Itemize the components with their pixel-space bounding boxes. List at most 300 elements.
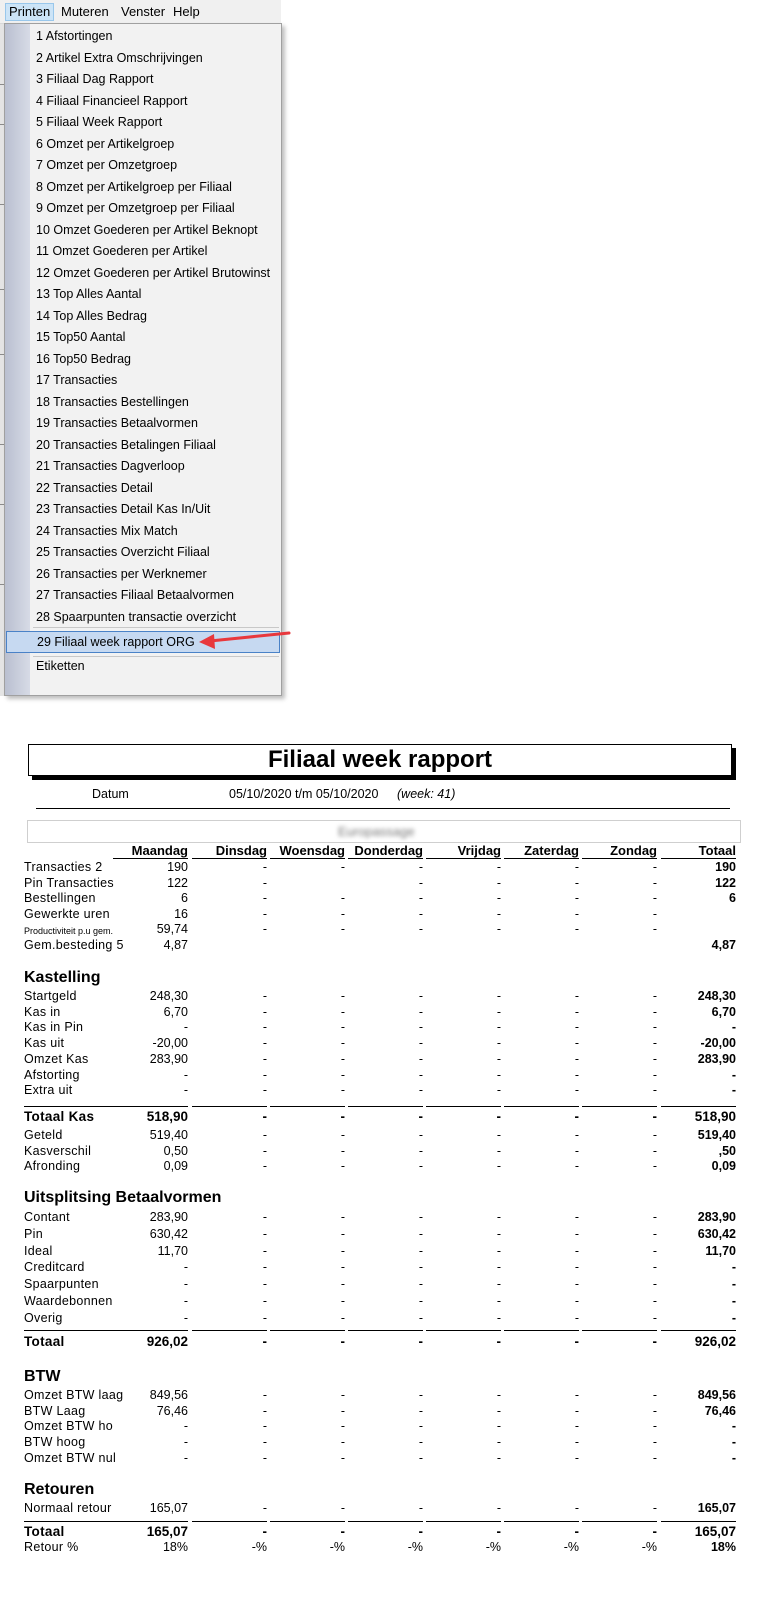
data-row: [0, 1083, 771, 1099]
day-value: -: [496, 1109, 501, 1124]
menu-item[interactable]: 8 Omzet per Artikelgroep per Filiaal: [36, 179, 232, 194]
day-value: -: [652, 1020, 657, 1035]
day-value: -: [418, 1143, 423, 1158]
column-underline: [270, 858, 345, 859]
day-value: 18%: [162, 1540, 188, 1554]
day-value: -: [574, 1159, 579, 1174]
row-label: Omzet BTW nul: [24, 1450, 117, 1465]
section-title-btw: BTW: [24, 1368, 61, 1385]
day-value: -: [418, 1277, 423, 1292]
datum-value: 05/10/2020 t/m 05/10/2020: [229, 787, 379, 801]
menu-item[interactable]: 10 Omzet Goederen per Artikel Beknopt: [36, 222, 258, 237]
menu-item-filiaal-week-rapport-org[interactable]: 29 Filiaal week rapport ORG: [6, 631, 280, 653]
day-value: -: [418, 1501, 423, 1515]
day-value: -: [496, 1020, 501, 1035]
data-row: [0, 1388, 771, 1404]
day-value: -: [418, 1524, 423, 1539]
day-value: -: [574, 1020, 579, 1035]
day-value: -: [496, 1226, 501, 1241]
day-value: -: [340, 989, 345, 1003]
day-value: -: [574, 922, 579, 937]
total-value: 0,09: [711, 1159, 736, 1174]
total-line: [504, 1330, 579, 1331]
data-row: [0, 1277, 771, 1293]
column-header-dinsdag: Dinsdag: [215, 843, 267, 858]
column-underline: [504, 858, 579, 859]
day-value: -: [496, 1004, 501, 1019]
day-value: -: [340, 1435, 345, 1450]
total-line: [270, 1521, 345, 1522]
day-value: -: [262, 1143, 267, 1158]
row-label: Omzet Kas: [24, 1051, 89, 1066]
day-value: -: [418, 1109, 423, 1124]
row-label: Gewerkte uren: [24, 906, 110, 921]
day-value: -: [262, 1067, 267, 1082]
day-value: -: [496, 1083, 501, 1098]
day-value: -: [496, 1051, 501, 1066]
menu-item[interactable]: 22 Transacties Detail: [36, 480, 153, 495]
day-value: -: [652, 1403, 657, 1418]
total-value: -: [731, 1067, 736, 1082]
row-label: Totaal: [24, 1334, 65, 1349]
day-value: -: [652, 1435, 657, 1450]
day-value: -: [262, 1020, 267, 1035]
day-value: -: [574, 1388, 579, 1402]
menu-item[interactable]: 2 Artikel Extra Omschrijvingen: [36, 50, 203, 65]
day-value: -: [574, 1419, 579, 1434]
day-value: -: [262, 1083, 267, 1098]
total-value: 926,02: [694, 1334, 736, 1349]
row-label: Kas uit: [24, 1036, 65, 1051]
day-value: -: [262, 1226, 267, 1241]
day-value: -: [262, 1260, 267, 1275]
menu-item[interactable]: 3 Filiaal Dag Rapport: [36, 72, 154, 86]
day-value: -: [496, 891, 501, 906]
day-value: -: [652, 1036, 657, 1051]
menu-item-etiketten[interactable]: Etiketten: [36, 659, 85, 673]
day-value: -: [183, 1020, 188, 1035]
day-value: -: [652, 1143, 657, 1158]
row-label: Overig: [24, 1310, 63, 1325]
branch-box: [27, 820, 741, 843]
day-value: 518,90: [146, 1109, 188, 1124]
day-value: -: [418, 860, 423, 874]
day-value: -: [183, 1450, 188, 1465]
section-title-kastelling: Kastelling: [24, 969, 101, 986]
day-value: -: [418, 1388, 423, 1402]
total-line: [504, 1521, 579, 1522]
day-value: -: [652, 1226, 657, 1241]
total-value: 122: [715, 875, 736, 890]
total-line: [426, 1330, 501, 1331]
row-label: Ideal: [24, 1243, 53, 1258]
menu-item[interactable]: 17 Transacties: [36, 373, 118, 387]
menu-item[interactable]: 11 Omzet Goederen per Artikel: [36, 244, 208, 258]
day-value: -: [652, 1243, 657, 1258]
day-value: -: [574, 1334, 579, 1349]
day-value: -: [418, 1020, 423, 1035]
day-value: 0,09: [163, 1159, 188, 1174]
row-label: Pin: [24, 1226, 43, 1241]
menu-item[interactable]: 13 Top Alles Aantal: [36, 287, 142, 301]
menu-item[interactable]: 25 Transacties Overzicht Filiaal: [36, 545, 210, 559]
day-value: -: [262, 1036, 267, 1051]
total-line: [192, 1521, 267, 1522]
column-underline: [348, 858, 423, 859]
day-value: -: [262, 1004, 267, 1019]
data-row: [0, 1260, 771, 1276]
data-row: [0, 1036, 771, 1052]
day-value: -: [574, 1128, 579, 1142]
day-value: 165,07: [146, 1524, 188, 1539]
day-value: -: [496, 1310, 501, 1325]
day-value: -: [262, 906, 267, 921]
day-value: -: [496, 875, 501, 890]
total-row: [0, 1109, 771, 1125]
total-line: [582, 1106, 657, 1107]
column-header-totaal: Totaal: [698, 843, 736, 858]
day-value: -: [418, 875, 423, 890]
day-value: -: [574, 1004, 579, 1019]
data-row: [0, 1068, 771, 1084]
row-label: BTW hoog: [24, 1435, 86, 1450]
data-row: [0, 1159, 771, 1175]
menu-item[interactable]: 24 Transacties Mix Match: [36, 523, 178, 538]
data-row: [0, 876, 771, 892]
day-value: -: [340, 1388, 345, 1402]
day-value: -: [418, 1334, 423, 1349]
row-label: Afstorting: [24, 1067, 80, 1082]
day-value: -: [340, 1020, 345, 1035]
day-value: -: [652, 1260, 657, 1275]
day-value: -: [496, 1388, 501, 1402]
day-value: -: [340, 1159, 345, 1174]
section-title-retouren: Retouren: [24, 1481, 95, 1498]
day-value: -: [496, 1128, 501, 1142]
day-value: -: [496, 1159, 501, 1174]
row-label: BTW Laag: [24, 1403, 86, 1418]
day-value: -: [418, 1051, 423, 1066]
day-value: -: [574, 1450, 579, 1465]
day-value: -: [340, 1260, 345, 1275]
column-underline: [426, 858, 501, 859]
day-value: -: [418, 989, 423, 1003]
week-value: (week: 41): [397, 787, 456, 801]
menu-item[interactable]: 16 Top50 Bedrag: [36, 351, 131, 366]
menu-item[interactable]: 27 Transacties Filiaal Betaalvormen: [36, 588, 235, 602]
menu-item[interactable]: 7 Omzet per Omzetgroep: [36, 158, 178, 172]
total-line: [270, 1106, 345, 1107]
day-value: -: [574, 1524, 579, 1539]
menu-item[interactable]: 18 Transacties Bestellingen: [36, 394, 189, 409]
day-value: -: [340, 1243, 345, 1258]
total-line: [426, 1106, 501, 1107]
day-value: -: [340, 1036, 345, 1051]
column-header-maandag: Maandag: [131, 843, 188, 858]
day-value: -: [418, 1310, 423, 1325]
day-value: -: [340, 1450, 345, 1465]
day-value: -: [340, 1334, 345, 1349]
column-header-donderdag: Donderdag: [354, 843, 423, 858]
day-value: 283,90: [149, 1051, 188, 1066]
data-row: [0, 1227, 771, 1243]
day-value: 11,70: [157, 1243, 188, 1258]
total-value: -: [731, 1020, 736, 1035]
day-value: -: [496, 1334, 501, 1349]
day-value: -: [418, 1294, 423, 1308]
total-value: -: [731, 1419, 736, 1434]
day-value: -: [262, 922, 267, 937]
day-value: -: [340, 1524, 345, 1539]
day-value: -: [418, 1128, 423, 1142]
day-value: -: [340, 1310, 345, 1325]
menu-item[interactable]: 12 Omzet Goederen per Artikel Brutowinst: [36, 265, 271, 280]
day-value: -: [652, 1067, 657, 1082]
day-value: -: [496, 1524, 501, 1539]
day-value: -20,00: [152, 1036, 188, 1051]
day-value: -%: [329, 1540, 345, 1554]
red-arrow-annotation: [0, 0, 771, 700]
column-underline: [582, 858, 657, 859]
day-value: -: [496, 1294, 501, 1308]
menu-item[interactable]: 5 Filiaal Week Rapport: [36, 115, 163, 129]
total-value: 76,46: [704, 1403, 736, 1418]
total-value: 6: [729, 891, 736, 906]
day-value: -: [652, 875, 657, 890]
day-value: -: [652, 1334, 657, 1349]
row-label: Startgeld: [24, 989, 77, 1003]
total-row: [0, 1524, 771, 1540]
row-label: Transacties 2: [24, 860, 103, 874]
menu-item[interactable]: 19 Transacties Betaalvormen: [36, 416, 198, 430]
row-label: Geteld: [24, 1128, 63, 1142]
day-value: -: [496, 922, 501, 937]
data-row: [0, 1052, 771, 1068]
day-value: -: [418, 1067, 423, 1082]
day-value: -: [652, 1310, 657, 1325]
total-value: 6,70: [711, 1004, 736, 1019]
day-value: -: [496, 989, 501, 1003]
total-value: 248,30: [697, 989, 736, 1003]
day-value: -: [340, 1051, 345, 1066]
day-value: -: [183, 1435, 188, 1450]
menu-item[interactable]: 20 Transacties Betalingen Filiaal: [36, 437, 216, 452]
total-value: 165,07: [697, 1501, 736, 1515]
row-label: Waardebonnen: [24, 1294, 113, 1308]
day-value: -: [574, 989, 579, 1003]
day-value: -: [652, 891, 657, 906]
day-value: -: [262, 1524, 267, 1539]
day-value: -: [496, 1501, 501, 1515]
total-value: 518,90: [694, 1109, 736, 1124]
day-value: -: [496, 906, 501, 921]
day-value: -: [183, 1294, 188, 1308]
total-line: [426, 1521, 501, 1522]
data-row: [0, 891, 771, 907]
total-line: [192, 1106, 267, 1107]
day-value: -: [496, 1419, 501, 1434]
total-line: [661, 1330, 736, 1331]
menu-item[interactable]: 21 Transacties Dagverloop: [36, 459, 185, 473]
row-label: Totaal: [24, 1524, 65, 1539]
day-value: -: [418, 1036, 423, 1051]
day-value: 248,30: [149, 989, 188, 1003]
row-label: Kas in: [24, 1004, 61, 1019]
menu-item[interactable]: 6 Omzet per Artikelgroep: [36, 136, 175, 151]
menu-help[interactable]: Help: [173, 4, 200, 19]
day-value: -: [183, 1067, 188, 1082]
row-label: Afronding: [24, 1159, 81, 1174]
day-value: -: [418, 1226, 423, 1241]
day-value: -: [262, 1210, 267, 1224]
day-value: -%: [485, 1540, 501, 1554]
data-row: [0, 1144, 771, 1160]
day-value: -: [652, 1083, 657, 1098]
total-line: [348, 1521, 423, 1522]
menu-item[interactable]: 28 Spaarpunten transactie overzicht: [36, 609, 237, 624]
menu-item[interactable]: 15 Top50 Aantal: [36, 330, 126, 344]
total-value: 849,56: [697, 1388, 736, 1402]
total-value: 283,90: [697, 1210, 736, 1224]
total-value: ,50: [718, 1143, 736, 1158]
day-value: -: [262, 891, 267, 906]
day-value: -: [652, 1128, 657, 1142]
day-value: -: [496, 1277, 501, 1292]
row-label: Pin Transacties: [24, 875, 114, 890]
day-value: -: [574, 891, 579, 906]
day-value: -: [340, 891, 345, 906]
day-value: -: [574, 1109, 579, 1124]
total-line: [504, 1106, 579, 1107]
day-value: -%: [251, 1540, 267, 1554]
day-value: -: [183, 1310, 188, 1325]
day-value: -: [262, 1419, 267, 1434]
row-label: Contant: [24, 1210, 70, 1224]
day-value: -: [340, 1210, 345, 1224]
day-value: 519,40: [149, 1128, 188, 1142]
day-value: -: [574, 1501, 579, 1515]
data-row: [0, 1540, 771, 1556]
row-label: Normaal retour: [24, 1501, 112, 1515]
day-value: -%: [563, 1540, 579, 1554]
total-value: 283,90: [697, 1051, 736, 1066]
row-label: Productiviteit p.u gem.: [24, 926, 114, 937]
menu-item[interactable]: 9 Omzet per Omzetgroep per Filiaal: [36, 201, 235, 215]
column-underline: [192, 858, 267, 859]
day-value: -: [418, 906, 423, 921]
data-row: [0, 1294, 771, 1310]
day-value: -: [418, 891, 423, 906]
data-row: [0, 989, 771, 1005]
day-value: -: [340, 1128, 345, 1142]
day-value: -%: [641, 1540, 657, 1554]
menu-printen[interactable]: Printen: [5, 3, 54, 21]
header-divider: [36, 808, 730, 809]
day-value: -: [574, 1294, 579, 1308]
total-line: [270, 1330, 345, 1331]
row-label: Creditcard: [24, 1260, 85, 1275]
day-value: -: [340, 860, 345, 874]
day-value: -: [340, 1419, 345, 1434]
total-value: -: [731, 1450, 736, 1465]
total-value: -20,00: [700, 1036, 736, 1051]
day-value: -: [262, 1051, 267, 1066]
day-value: 849,56: [149, 1388, 188, 1402]
menu-item[interactable]: 14 Top Alles Bedrag: [36, 308, 147, 323]
data-row: [0, 860, 771, 876]
day-value: -: [262, 1277, 267, 1292]
day-value: -: [262, 1450, 267, 1465]
day-value: -: [652, 1159, 657, 1174]
data-row: [0, 1210, 771, 1226]
day-value: -: [496, 1435, 501, 1450]
menu-item[interactable]: 1 Afstortingen: [36, 29, 113, 43]
day-value: -: [418, 1004, 423, 1019]
report-title: Filiaal week rapport: [28, 744, 732, 776]
day-value: -: [652, 1294, 657, 1308]
day-value: -: [574, 1067, 579, 1082]
day-value: -: [340, 1083, 345, 1098]
day-value: -: [574, 1260, 579, 1275]
total-value: 4,87: [711, 938, 736, 952]
menu-item[interactable]: 23 Transacties Detail Kas In/Uit: [36, 502, 211, 516]
day-value: -: [340, 1109, 345, 1124]
total-value: -: [731, 1260, 736, 1275]
day-value: -: [340, 1277, 345, 1292]
column-header-zaterdag: Zaterdag: [524, 843, 579, 858]
total-value: -: [731, 1083, 736, 1098]
menu-item[interactable]: 4 Filiaal Financieel Rapport: [36, 93, 188, 108]
day-value: -: [496, 1403, 501, 1418]
day-value: 190: [167, 860, 188, 874]
day-value: 926,02: [146, 1334, 188, 1349]
data-row: [0, 1244, 771, 1260]
day-value: 630,42: [149, 1226, 188, 1241]
day-value: -: [262, 1109, 267, 1124]
menu-item[interactable]: 26 Transacties per Werknemer: [36, 566, 207, 581]
total-value: -: [731, 1294, 736, 1308]
column-underline: [113, 858, 188, 859]
day-value: -: [262, 1294, 267, 1308]
day-value: -: [652, 1524, 657, 1539]
day-value: -: [262, 1403, 267, 1418]
day-value: -: [574, 1226, 579, 1241]
day-value: 76,46: [156, 1403, 188, 1418]
data-row: [0, 1005, 771, 1021]
day-value: 283,90: [149, 1210, 188, 1224]
day-value: -: [262, 1310, 267, 1325]
day-value: -: [340, 906, 345, 921]
data-row: [0, 938, 771, 954]
row-label: Gem.besteding 5: [24, 938, 124, 952]
column-underline: [661, 858, 736, 859]
day-value: -: [262, 1435, 267, 1450]
day-value: 16: [174, 906, 188, 921]
day-value: -: [418, 1419, 423, 1434]
menu-venster[interactable]: Venster: [121, 4, 166, 19]
row-label: Retour %: [24, 1540, 79, 1554]
day-value: -: [652, 922, 657, 937]
day-value: -: [340, 1501, 345, 1515]
day-value: -: [262, 1128, 267, 1142]
menu-muteren[interactable]: Muteren: [61, 4, 109, 19]
column-header-zondag: Zondag: [610, 843, 657, 858]
day-value: -: [183, 1083, 188, 1098]
day-value: -: [574, 1210, 579, 1224]
row-label: Totaal Kas: [24, 1109, 95, 1124]
section-title-uitsplitsing-betaalvormen: Uitsplitsing Betaalvormen: [24, 1189, 222, 1206]
day-value: -: [652, 1277, 657, 1292]
